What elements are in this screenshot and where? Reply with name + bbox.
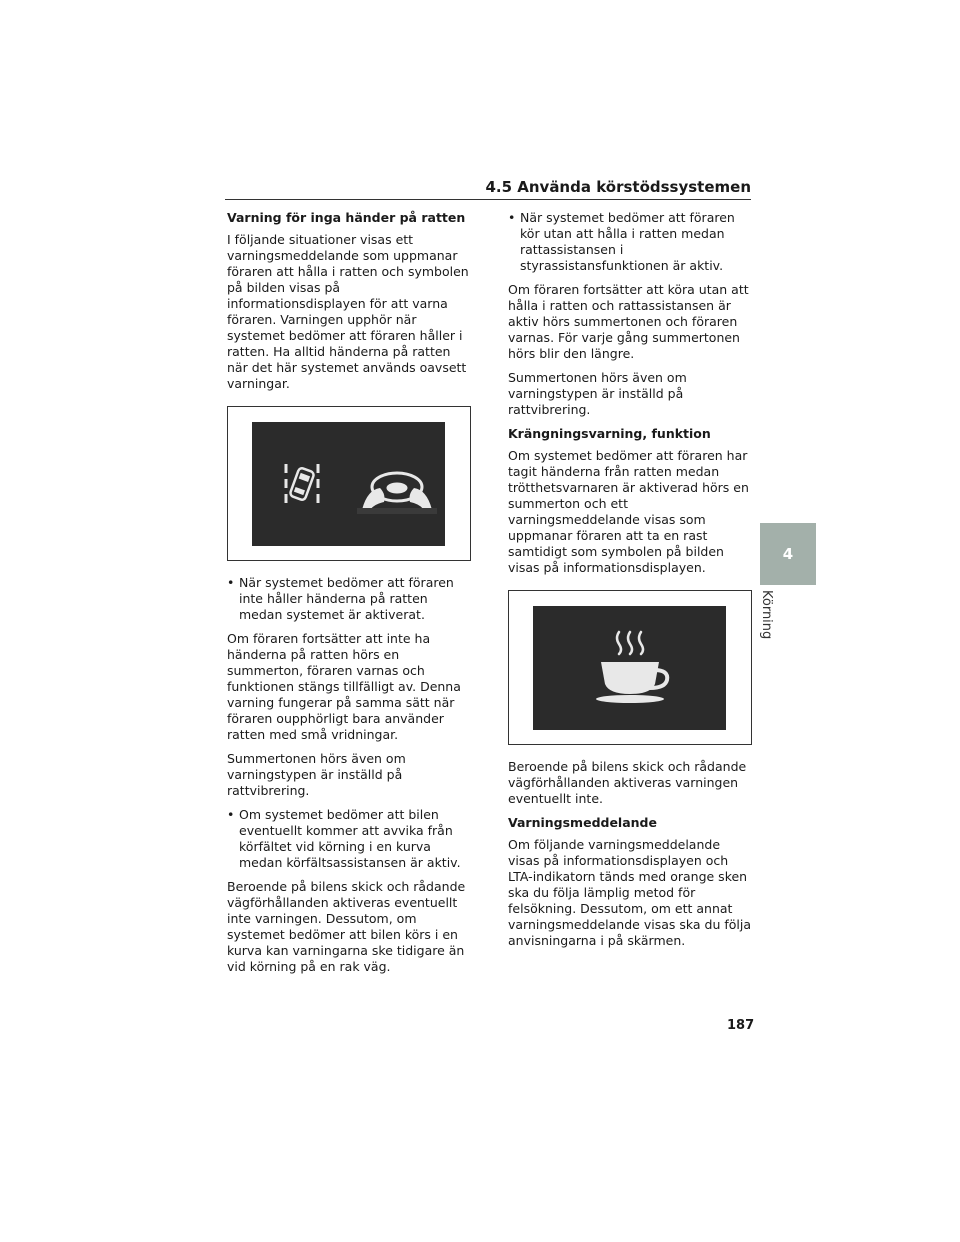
paragraph: I följande situationer visas ett varningsmeddelande som uppmanar föraren att hålla i ratten och symbolen på bilden visas på informationsdisplayen för att varna föraren. Varningen upphör när systemet bedömer att föraren håller i ratten. Ha alltid händerna på ratten när det här systemet används oavsett varningar. (227, 232, 469, 391)
chapter-label: Körning (759, 590, 774, 640)
paragraph: Om föraren fortsätter att köra utan att hålla i ratten och rattassistansen är aktiv hörs summertonen och föraren varnas. För varje gång summertonen hörs blir den längre. (508, 282, 749, 361)
paragraph: Om systemet bedömer att föraren har tagit händerna från ratten medan trötthetsvarnaren är aktiverad hörs en summerton och ett varningsmeddelande visas som uppmanar föraren att ta en rast samtidigt som symbolen på bilden visas på informationsdisplayen. (508, 448, 749, 575)
paragraph: Beroende på bilens skick och rådande vägförhållanden aktiveras eventuellt inte varningen. Dessutom, om systemet bedömer att bilen körs i en kurva kan varningarna ske tidigare än vid körning på en rak väg. (227, 879, 466, 974)
heading-warning-message: Varningsmeddelande (508, 815, 657, 830)
paragraph: Summertonen hörs även om varningstypen är inställd på rattvibrering. (508, 370, 687, 417)
rest-warning-figure (508, 590, 752, 745)
paragraph: Summertonen hörs även om varningstypen är inställd på rattvibrering. (227, 751, 406, 798)
display-screen (252, 422, 445, 546)
heading-sway-warning: Krängningsvarning, funktion (508, 426, 711, 441)
display-screen (533, 606, 726, 730)
bullet-marker: • (227, 575, 235, 590)
bullet-text: När systemet bedömer att föraren inte håller händerna på ratten medan systemet är aktiverat. (239, 575, 454, 622)
hands-off-warning-figure (227, 406, 471, 561)
paragraph: Om följande varningsmeddelande visas på informationsdisplayen och LTA-indikatorn tänds med orange sken ska du följa lämplig metod för felsökning. Dessutom, om ett annat varningsmeddelande visas ska du följa anvisningarna i på skärmen. (508, 837, 751, 948)
right-column (508, 210, 752, 957)
bullet-item (508, 210, 752, 274)
heading-no-hands: Varning för inga händer på ratten (227, 210, 466, 225)
bullet-text: Om systemet bedömer att bilen eventuellt kommer att avvika från körfältet vid körning i en kurva medan körfältsassistansen är aktiv. (239, 807, 461, 870)
bullet-item (227, 807, 471, 871)
chapter-tab[interactable]: 4 (760, 523, 816, 585)
bullet-text: När systemet bedömer att föraren kör utan att hålla i ratten medan rattassistansen i styrassistansfunktionen är aktiv. (520, 210, 735, 273)
page-number: 187 (727, 1018, 755, 1033)
paragraph: Om föraren fortsätter att inte ha händerna på ratten hörs en summerton, föraren varnas och funktionen stängs tillfälligt av. Denna varning fungerar på samma sätt när föraren oupphörligt bara använder ratten med små vridningar. (227, 631, 461, 742)
section-title: 4.5 Använda körstödssystemen (485, 178, 751, 196)
bullet-item (227, 575, 471, 623)
header-divider (225, 199, 751, 200)
left-column (227, 210, 471, 983)
coffee-cup-icon (533, 606, 726, 730)
bullet-marker: • (227, 807, 235, 822)
lane-steering-icon (252, 422, 445, 546)
paragraph: Beroende på bilens skick och rådande vägförhållanden aktiveras varningen eventuellt inte. (508, 759, 747, 806)
bullet-marker: • (508, 210, 516, 225)
